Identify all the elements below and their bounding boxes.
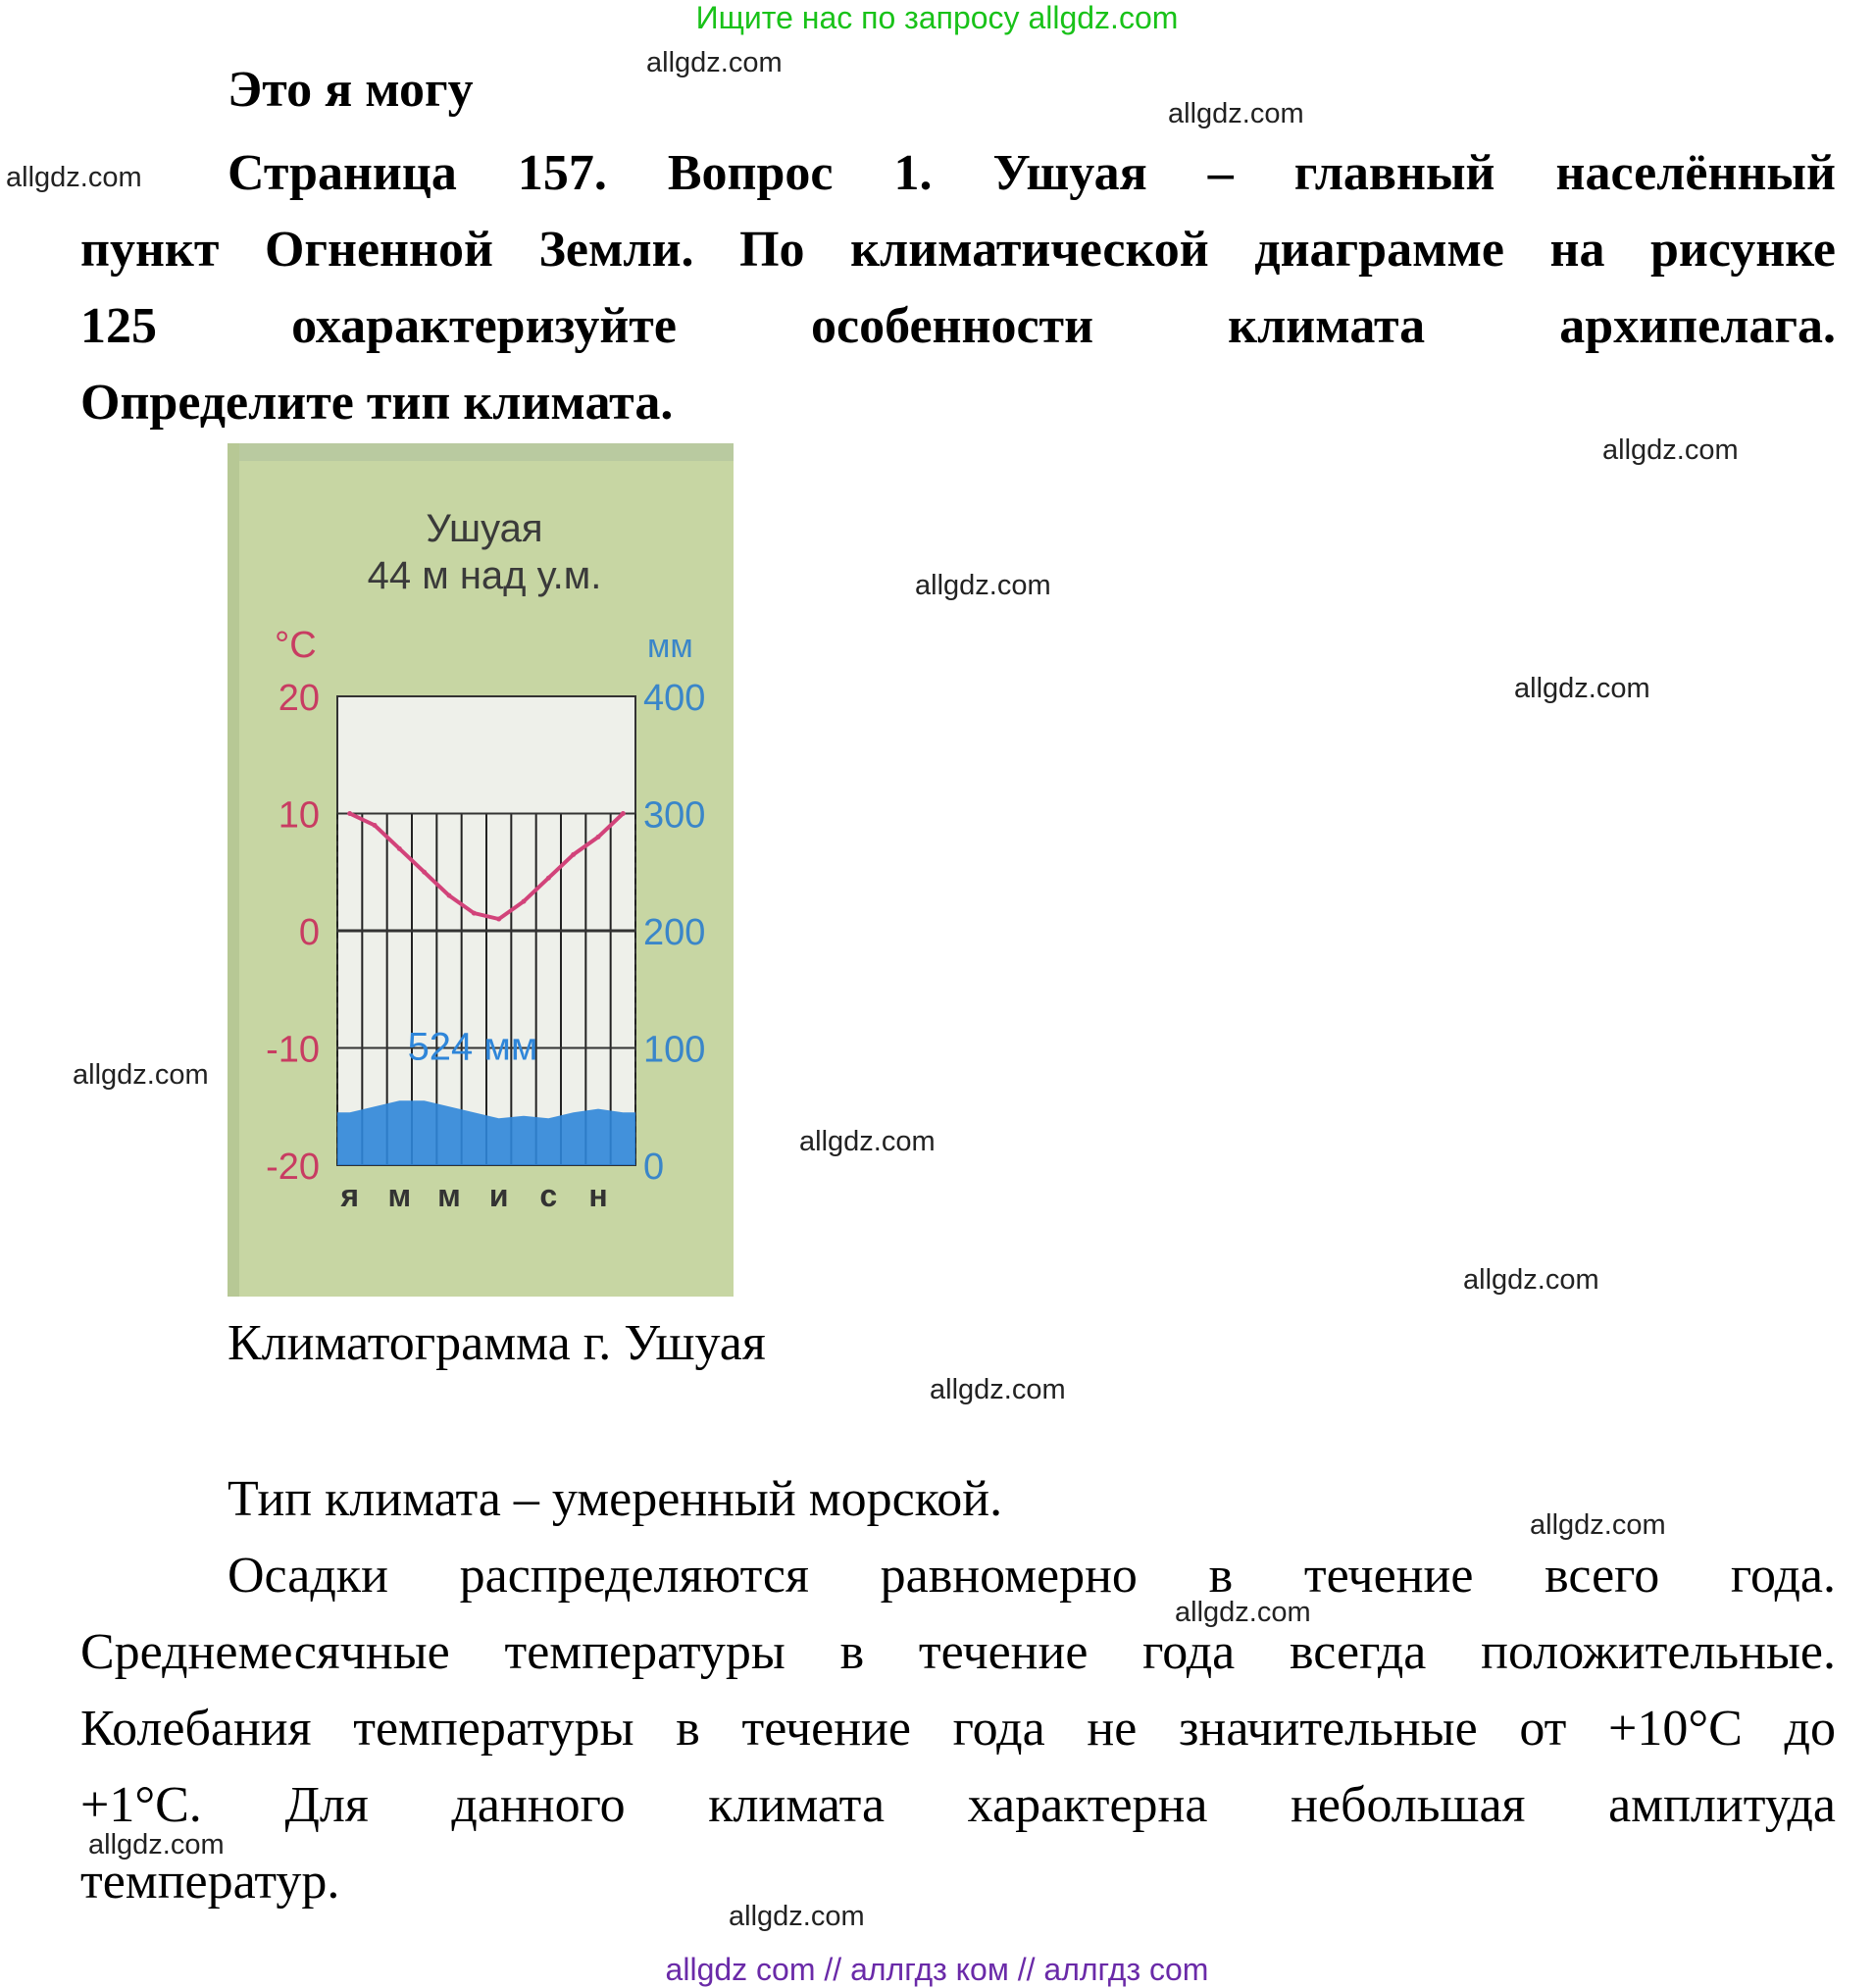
figure-caption: Климатограмма г. Ушуая (228, 1315, 766, 1371)
watermark: allgdz.com (1463, 1264, 1599, 1296)
annual-precip-label: 524 мм (407, 1025, 538, 1069)
section-heading: Это я могу (228, 62, 474, 118)
climatogram-chart (228, 443, 734, 1297)
watermark: allgdz.com (1168, 98, 1304, 129)
temp-tick-label: -10 (266, 1029, 320, 1071)
month-label: и (488, 1178, 509, 1213)
precip-tick-label: 100 (643, 1029, 706, 1071)
precip-tick-label: 0 (643, 1147, 665, 1188)
temperature-point (621, 811, 626, 816)
answer-line: Среднемесячные температуры в течение года всегда положительные. (80, 1624, 1836, 1680)
top-banner[interactable]: Ищите нас по запросу allgdz.com (695, 0, 1179, 35)
left-axis-label: °С (275, 625, 317, 666)
watermark: allgdz.com (1175, 1597, 1311, 1628)
month-label: я (340, 1178, 360, 1213)
climatogram-image (228, 443, 734, 1297)
watermark: allgdz.com (646, 47, 783, 78)
watermark: allgdz.com (73, 1059, 209, 1091)
temperature-point (571, 852, 576, 857)
temperature-point (397, 846, 402, 851)
temperature-point (347, 811, 352, 816)
answer-text (80, 1461, 1836, 1920)
question-text (80, 135, 1836, 441)
watermark: allgdz.com (88, 1829, 225, 1861)
chart-subtitle: 44 м над у.м. (367, 554, 602, 597)
temperature-point (522, 899, 527, 904)
temp-tick-label: 10 (278, 794, 320, 837)
precip-tick-label: 200 (643, 912, 706, 953)
answer-line: +1°С. Для данного климата характерна небольшая амплитуда (80, 1777, 1836, 1833)
watermark: allgdz.com (1514, 673, 1650, 704)
temperature-point (496, 917, 501, 922)
question-line: Страница 157. Вопрос 1. Ушуая – главный населённый (228, 145, 1836, 201)
watermark: allgdz.com (915, 570, 1051, 601)
temperature-point (373, 823, 378, 828)
watermark: allgdz.com (1530, 1509, 1666, 1541)
precip-tick-label: 300 (643, 794, 706, 837)
chart-title: Ушуая (426, 507, 543, 550)
temp-tick-label: 0 (298, 912, 320, 953)
question-line: Определите тип климата. (80, 375, 674, 431)
temperature-point (546, 876, 551, 881)
answer-line: температур. (80, 1854, 340, 1910)
temperature-point (447, 893, 452, 898)
bottom-banner[interactable]: allgdz com // аллгдз ком // аллгдз com (665, 1952, 1209, 1987)
answer-line: Осадки распределяются равномерно в течение всего года. (228, 1548, 1836, 1604)
watermark: allgdz.com (799, 1126, 936, 1157)
answer-line: Колебания температуры в течение года не значительные от +10°С до (80, 1701, 1836, 1757)
watermark: allgdz.com (930, 1374, 1066, 1405)
month-label: м (387, 1178, 412, 1213)
question-line: пункт Огненной Земли. По климатической диаграмме на рисунке (80, 222, 1836, 278)
precip-tick-label: 400 (643, 678, 706, 719)
month-label: с (539, 1178, 558, 1213)
question-line: 125 охарактеризуйте особенности климата архипелага. (80, 298, 1836, 354)
temp-tick-label: 20 (278, 678, 320, 719)
temperature-point (596, 835, 601, 840)
temperature-point (472, 911, 477, 916)
right-axis-label: мм (647, 628, 693, 665)
month-label: м (437, 1178, 461, 1213)
month-label: н (588, 1178, 608, 1213)
watermark: allgdz.com (1602, 434, 1739, 466)
temp-tick-label: -20 (266, 1147, 320, 1188)
watermark: allgdz.com (6, 162, 142, 193)
watermark: allgdz.com (729, 1901, 865, 1932)
answer-line: Тип климата – умеренный морской. (228, 1471, 1003, 1527)
temperature-point (422, 870, 427, 875)
